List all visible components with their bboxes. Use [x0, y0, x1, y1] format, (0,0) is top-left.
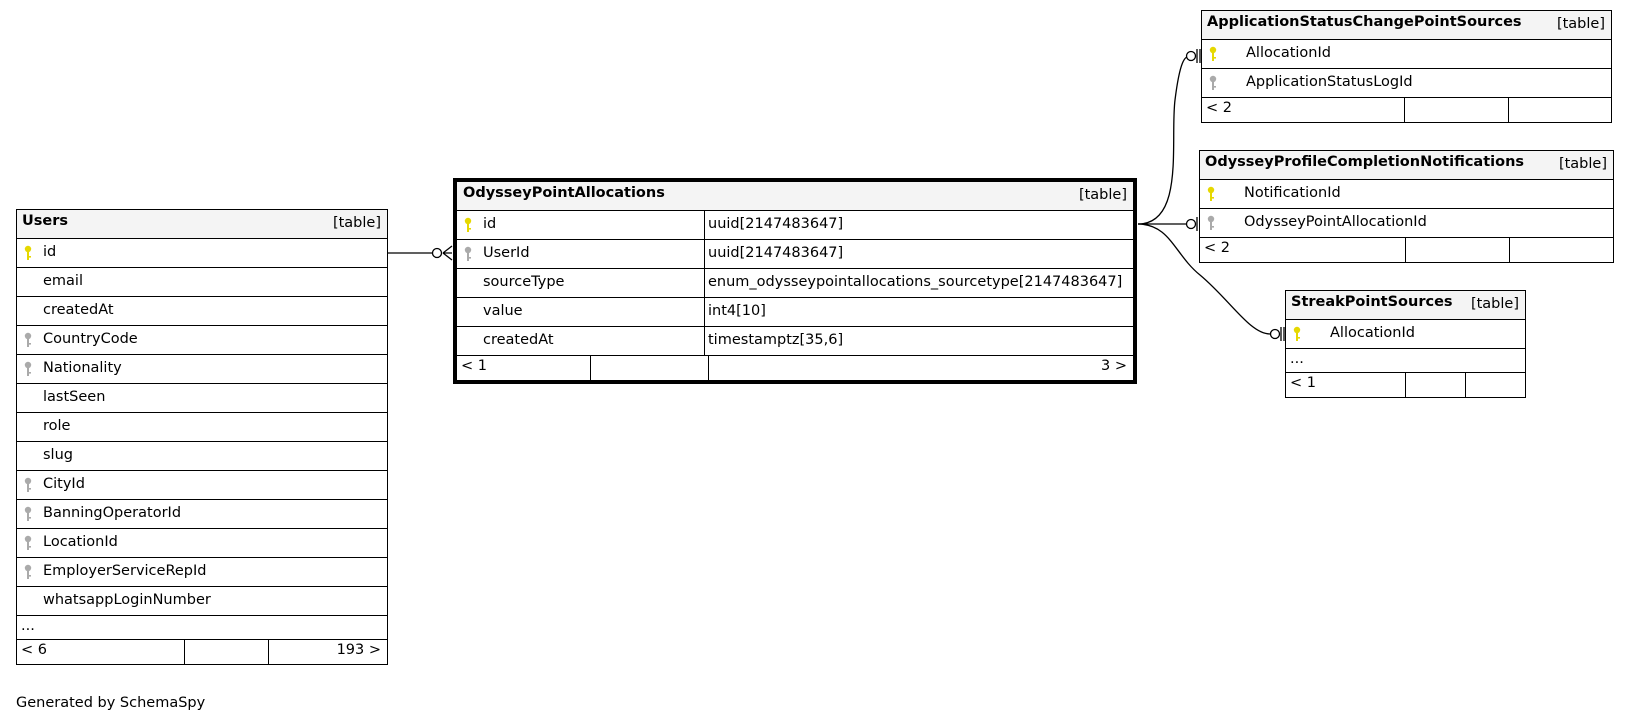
column-row — [457, 327, 1133, 356]
foreign-key-icon — [23, 506, 33, 522]
column-name: id — [43, 244, 57, 260]
table-odyssey-point-allocations[interactable] — [453, 178, 1137, 384]
column-row — [1200, 209, 1613, 238]
column-row — [17, 239, 387, 268]
table-footer — [1200, 238, 1613, 262]
column-row — [17, 297, 387, 326]
column-row — [17, 355, 387, 384]
children-count: 193 > — [336, 642, 381, 658]
primary-key-icon — [23, 245, 33, 261]
column-row — [17, 500, 387, 529]
column-row — [17, 529, 387, 558]
primary-key-icon — [1208, 46, 1218, 62]
column-row — [1200, 180, 1613, 209]
ellipsis-row: ... — [17, 616, 387, 640]
column-type: enum_odysseypointallocations_sourcetype[2147483647] — [708, 274, 1123, 290]
table-name: ApplicationStatusChangePointSources — [1207, 14, 1522, 30]
column-row — [457, 211, 1133, 240]
column-name: ApplicationStatusLogId — [1246, 74, 1413, 90]
column-row — [17, 558, 387, 587]
column-name: value — [483, 303, 523, 319]
foreign-key-icon — [23, 477, 33, 493]
table-footer — [17, 640, 387, 664]
column-row — [17, 326, 387, 355]
column-name: id — [483, 216, 497, 232]
column-name: createdAt — [43, 302, 114, 318]
column-name: AllocationId — [1330, 325, 1415, 341]
column-row — [457, 298, 1133, 327]
column-row — [457, 240, 1133, 269]
column-row — [17, 384, 387, 413]
column-name: AllocationId — [1246, 45, 1331, 61]
foreign-key-icon — [1206, 215, 1216, 231]
table-header — [1200, 151, 1613, 180]
column-name: NotificationId — [1244, 185, 1341, 201]
table-header — [457, 182, 1133, 211]
table-footer — [1202, 98, 1611, 122]
column-type: uuid[2147483647] — [708, 245, 844, 261]
column-name: whatsappLoginNumber — [43, 592, 211, 608]
column-type: timestamptz[35,6] — [708, 332, 844, 348]
table-name: StreakPointSources — [1291, 294, 1453, 310]
table-type-label: [table] — [1558, 156, 1607, 172]
column-name: email — [43, 273, 83, 289]
table-type-label: [table] — [332, 215, 381, 231]
column-row — [17, 413, 387, 442]
ellipsis-row: ... — [1286, 349, 1525, 373]
parents-count: < 1 — [1290, 375, 1316, 391]
column-name: CityId — [43, 476, 85, 492]
column-type: int4[10] — [708, 303, 766, 319]
table-header — [1202, 11, 1611, 40]
edge-allocations-appstatus — [1138, 56, 1190, 224]
column-row — [17, 587, 387, 616]
column-name: OdysseyPointAllocationId — [1244, 214, 1427, 230]
column-name: role — [43, 418, 71, 434]
column-type: uuid[2147483647] — [708, 216, 844, 232]
table-type-label: [table] — [1556, 16, 1605, 32]
children-count: 3 > — [1101, 358, 1127, 374]
table-name: Users — [22, 213, 69, 229]
primary-key-icon — [1292, 326, 1302, 342]
parents-count: < 6 — [21, 642, 47, 658]
table-header — [1286, 291, 1525, 320]
primary-key-icon — [1206, 186, 1216, 202]
column-name: slug — [43, 447, 73, 463]
column-row — [17, 442, 387, 471]
primary-key-icon — [463, 217, 473, 233]
table-type-label: [table] — [1470, 296, 1519, 312]
parents-count: < 1 — [461, 358, 487, 374]
column-name: BanningOperatorId — [43, 505, 182, 521]
foreign-key-icon — [1208, 75, 1218, 91]
table-name: OdysseyProfileCompletionNotifications — [1205, 154, 1525, 170]
table-users[interactable] — [16, 209, 388, 665]
column-row — [457, 269, 1133, 298]
table-odyssey-profile-completion-notifications[interactable] — [1199, 150, 1614, 263]
foreign-key-icon — [23, 361, 33, 377]
table-footer — [457, 356, 1133, 380]
column-row — [1202, 40, 1611, 69]
column-name: createdAt — [483, 332, 554, 348]
foreign-key-icon — [23, 564, 33, 580]
column-name: Nationality — [43, 360, 122, 376]
column-name: LocationId — [43, 534, 118, 550]
foreign-key-icon — [23, 332, 33, 348]
parents-count: < 2 — [1204, 240, 1230, 256]
table-type-label: [table] — [1078, 187, 1127, 203]
foreign-key-icon — [23, 535, 33, 551]
column-row — [17, 471, 387, 500]
column-row — [17, 268, 387, 297]
generated-by-label: Generated by SchemaSpy — [16, 695, 206, 711]
table-header — [17, 210, 387, 239]
foreign-key-icon — [463, 246, 473, 262]
parents-count: < 2 — [1206, 100, 1232, 116]
column-name: UserId — [483, 245, 530, 261]
column-name: EmployerServiceRepId — [43, 563, 207, 579]
column-name: CountryCode — [43, 331, 138, 347]
column-name: sourceType — [483, 274, 565, 290]
table-application-status-change-point-sources[interactable] — [1201, 10, 1612, 123]
column-name: lastSeen — [43, 389, 106, 405]
table-name: OdysseyPointAllocations — [463, 185, 665, 201]
column-row — [1202, 69, 1611, 98]
table-streak-point-sources[interactable] — [1285, 290, 1526, 398]
table-footer — [1286, 373, 1525, 397]
column-row — [1286, 320, 1525, 349]
